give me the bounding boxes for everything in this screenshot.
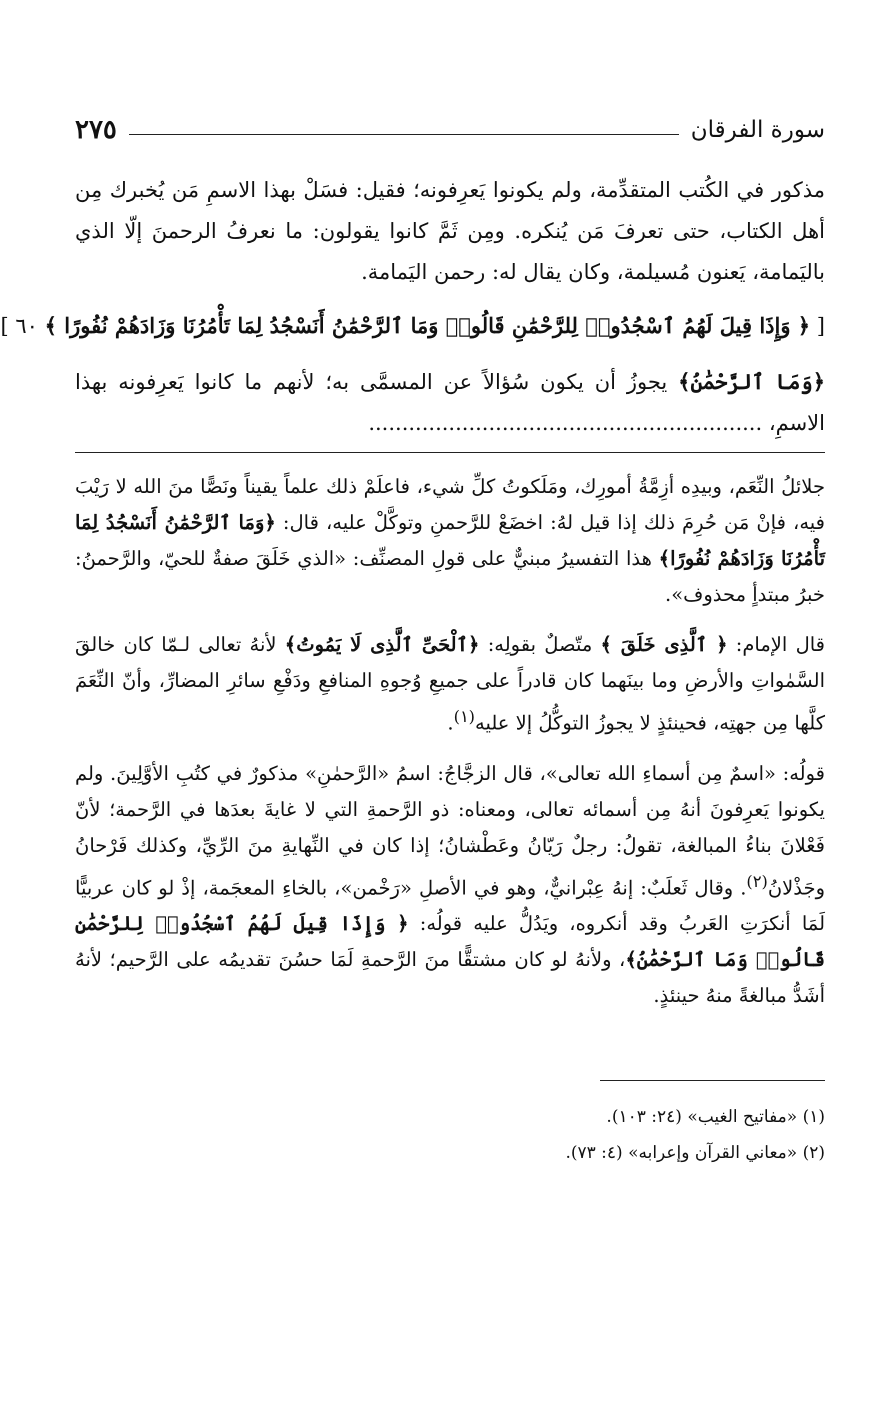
footnote-item: (١) «مفاتيح الغيب» (٢٤: ١٠٣). xyxy=(606,1107,825,1127)
footnote-marker[interactable]: (١) xyxy=(453,707,476,726)
footnote-marker[interactable]: (٢) xyxy=(746,871,768,891)
paragraph-text: قال الإمام: xyxy=(727,633,825,656)
quran-quote: ﴿ ٱلَّذِى خَلَقَ ﴾ xyxy=(600,633,728,656)
paragraph-text: قولُه: «اسمٌ مِن أسماءِ الله تعالى»، قال الزجَّاجُ: اسمُ «الرَّحمٰنِ» مذكورٌ في كتُبِ الأوَّلِينَ. ولم يكونوا يَعرِفونَ أنهُ مِن أسمائه تعالى، ومعناه: ذو الرَّحمةِ التي لا غايةَ بعدَها في الرَّحمة؛ لأنّ فَعْلانَ بناءُ المبالغة، تقولُ: رجلٌ رَيّانُ وعَطْشانُ؛ إذا كان في النِّهايةِ منَ الرِّيِّ، وكذلك فَرْحانُ وجَذْلانُ xyxy=(75,761,825,899)
paragraph-text: لأنهُ تعالى لـمّا كان خالقَ السَّمٰواتِ والأرضِ وما بينَهما كان قادراً على جميعِ وُجوهِ المنافعِ ودَفْعِ سائرِ المضارِّ، وأنّ النِّعَمَ كلَّها مِن جهتِه، فحينئذٍ لا يجوزُ التوكُّلُ إلا عليه xyxy=(75,633,825,735)
verse-open-bracket: [ xyxy=(816,314,825,338)
quran-quote: ﴿ وَإِذَا قِيلَ لَهُمُ ٱسْجُدُوا۟ لِلرَّحْمَٰنِ قَالُوا۟ وَمَا ٱلرَّحْمَٰنُ﴾ xyxy=(75,912,825,971)
verse-text: ﴿ وَإِذَا قِيلَ لَهُمُ ٱسْجُدُوا۟ لِلرَّحْمَٰنِ قَالُوا۟ وَمَا ٱلرَّحْمَٰنُ أَنَسْجُدُ لِمَا تَأْمُرُنَا وَزَادَهُمْ نُفُورًا ﴾ xyxy=(44,313,811,338)
paragraph-text: متّصلٌ بقولِه: xyxy=(479,633,601,656)
main-paragraph xyxy=(75,361,825,444)
footnote-divider xyxy=(600,1080,825,1081)
surah-name: سورة الفرقان xyxy=(690,117,825,143)
running-header xyxy=(75,110,825,150)
paragraph-text: يجوزُ أن يكون سُؤالاً عن المسمَّى به؛ لأنهم ما كانوا يَعرِفونه بهذا الاسمِ، xyxy=(75,370,825,435)
verse-number: ٦٠ xyxy=(15,314,38,338)
commentary-paragraph xyxy=(75,756,825,1015)
commentary-text xyxy=(75,469,825,1014)
paragraph-text: . وقال ثَعلَبٌ: إنهُ عِبْرانيٌّ، وهو في الأصلِ «رَخْمن»، بالخاءِ المعجَمة، إذْ لو كان عربيًّا لَمَا أنكرَتِ العَربُ وقد أنكروه، ويَدُلُّ عليه قولُه: xyxy=(75,876,826,935)
quran-quote: ﴿وَمَا ٱلرَّحْمَٰنُ﴾ xyxy=(678,369,826,394)
quran-quote: ﴿ٱلْحَىِّ ٱلَّذِى لَا يَمُوتُ﴾ xyxy=(284,633,480,656)
paragraph-text: . xyxy=(447,711,454,735)
footnote-item: (٢) «معاني القرآن وإعرابه» (٤: ٧٣). xyxy=(565,1143,825,1163)
paragraph-text: جلائلُ النِّعَم، وبيدِه أزِمَّةُ أمورِك، ومَلَكوتُ كلِّ شيء، فاعلَمْ ذلك علماً يقيناً ونَصًّا منَ الله لا رَيْبَ فيه، فإنْ مَن حُرِمَ ذلك إذا قيل لهُ: اخضَعْ للرَّحمنِ وتوكَّلْ عليه، قال: xyxy=(75,475,825,534)
paragraph-text: هذا التفسيرُ مبنيٌّ على قولِ المصنِّف: «الذي خَلَقَ صفةٌ للحيّ، والرَّحمنُ: خبرُ مبتدأٍ محذوف». xyxy=(75,547,825,606)
commentary-paragraph xyxy=(75,469,825,613)
main-paragraph: مذكور في الكُتب المتقدِّمة، ولم يكونوا يَعرِفونه؛ فقيل: فسَلْ بهذا الاسمِ مَن يُخبرك مِن أهل الكتاب، حتى تعرفَ مَن يُنكره. ومِن ثَمَّ كانوا يقولون: ما نعرفُ الرحمنَ إلّا الذي باليَمامة، يَعنون مُسيلمة، وكان يقال له: رحمن اليَمامة. xyxy=(75,178,825,284)
verse-line xyxy=(0,305,825,347)
book-page xyxy=(0,110,826,1171)
footnotes xyxy=(75,1099,825,1171)
paragraph-text: ، ولأنهُ لو كان مشتقًّا منَ الرَّحمةِ لَمَا حسُنَ تقديمُه على الرَّحيم؛ لأنهُ أشَدُّ مبالغةً منهُ حينئذٍ. xyxy=(75,948,825,1007)
main-text xyxy=(0,170,826,444)
ellipsis-dots: ........................................................... xyxy=(368,411,763,435)
header-rule xyxy=(129,134,679,135)
quran-quote: ﴿وَمَا ٱلرَّحْمَٰنُ أَنَسْجُدُ لِمَا تَأْمُرُنَا وَزَادَهُمْ نُفُورًا﴾ xyxy=(75,511,825,570)
page-number: ٢٧٥ xyxy=(75,115,117,145)
section-divider xyxy=(75,452,825,453)
verse-close-bracket: ] xyxy=(0,314,9,338)
commentary-paragraph xyxy=(75,627,825,742)
